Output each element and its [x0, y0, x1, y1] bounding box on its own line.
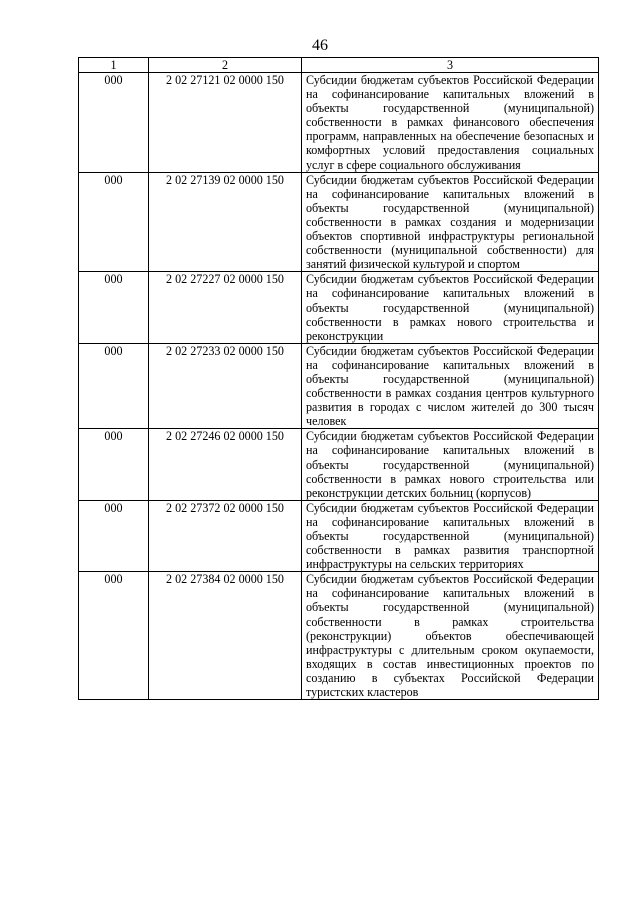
income-name-cell: Субсидии бюджетам субъектов Российской Федерации на софинансирование капитальных вложений в объекты государственной (муниципальной) собственности в рамках нового строительства или реконструкции детских больниц (корпусов) [302, 429, 599, 500]
income-code-cell: 2 02 27233 02 0000 150 [149, 343, 302, 429]
admin-code-cell: 000 [79, 500, 149, 571]
column-header-2: 2 [149, 58, 302, 73]
column-header-3: 3 [302, 58, 599, 73]
admin-code-cell: 000 [79, 272, 149, 343]
income-code-cell: 2 02 27121 02 0000 150 [149, 73, 302, 173]
table-row [79, 572, 599, 700]
table-header-row [79, 58, 599, 73]
column-header-1: 1 [79, 58, 149, 73]
income-name-cell: Субсидии бюджетам субъектов Российской Федерации на софинансирование капитальных вложений в объекты государственной (муниципальной) собственности в рамках строительства (реконструкции) объектов обеспечивающей инфраструктуры с длительным сроком окупаемости, входящих в состав инвестиционных проектов по созданию в субъектах Российской Федерации туристских кластеров [302, 572, 599, 700]
admin-code-cell: 000 [79, 172, 149, 272]
admin-code-cell: 000 [79, 343, 149, 429]
income-code-cell: 2 02 27139 02 0000 150 [149, 172, 302, 272]
budget-classification-table [78, 57, 599, 700]
table-row [79, 172, 599, 272]
income-name-cell: Субсидии бюджетам субъектов Российской Федерации на софинансирование капитальных вложений в объекты государственной (муниципальной) собственности в рамках создания центров культурного развития в городах с числом жителей до 300 тысяч человек [302, 343, 599, 429]
table-row [79, 343, 599, 429]
page-number: 46 [312, 37, 328, 54]
table-row [79, 429, 599, 500]
admin-code-cell: 000 [79, 73, 149, 173]
table-row [79, 73, 599, 173]
table-row [79, 272, 599, 343]
income-name-cell: Субсидии бюджетам субъектов Российской Федерации на софинансирование капитальных вложений в объекты государственной (муниципальной) собственности в рамках создания и модернизации объектов спортивной инфраструктуры региональной собственности (муниципальной собственности) для занятий физической культурой и спортом [302, 172, 599, 272]
income-name-cell: Субсидии бюджетам субъектов Российской Федерации на софинансирование капитальных вложений в объекты государственной (муниципальной) собственности в рамках развития транспортной инфраструктуры на сельских территориях [302, 500, 599, 571]
income-code-cell: 2 02 27227 02 0000 150 [149, 272, 302, 343]
income-name-cell: Субсидии бюджетам субъектов Российской Федерации на софинансирование капитальных вложений в объекты государственной (муниципальной) собственности в рамках финансового обеспечения программ, направленных на обеспечение безопасных и комфортных условий предоставления социальных услуг в сфере социального обслуживания [302, 73, 599, 173]
income-code-cell: 2 02 27246 02 0000 150 [149, 429, 302, 500]
table-row [79, 500, 599, 571]
income-name-cell: Субсидии бюджетам субъектов Российской Федерации на софинансирование капитальных вложений в объекты государственной (муниципальной) собственности в рамках нового строительства и реконструкции [302, 272, 599, 343]
income-code-cell: 2 02 27384 02 0000 150 [149, 572, 302, 700]
admin-code-cell: 000 [79, 429, 149, 500]
admin-code-cell: 000 [79, 572, 149, 700]
income-code-cell: 2 02 27372 02 0000 150 [149, 500, 302, 571]
